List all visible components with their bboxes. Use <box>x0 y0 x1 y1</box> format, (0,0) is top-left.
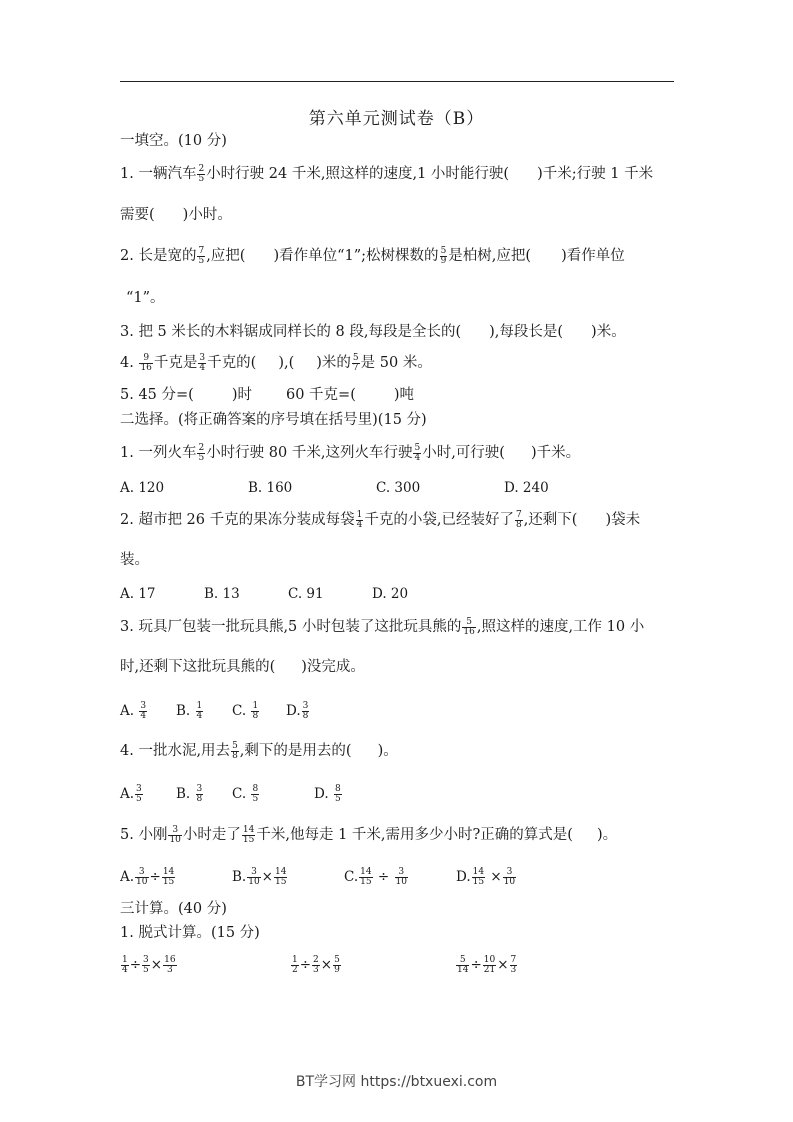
section2-heading: 二选择。(将正确答案的序号填在括号里)(15 分) <box>120 412 427 428</box>
s1-q3: 3. 把 5 米长的木料锯成同样长的 8 段,每段是全长的( ),每段长是( )米。 <box>120 324 626 340</box>
s2-q3-line2: 时,还剩下这批玩具熊的( )没完成。 <box>120 659 365 675</box>
s2-q2-line2: 装。 <box>120 552 149 568</box>
fraction: $\frac{1}{4}$ <box>196 701 203 721</box>
fraction: $\frac{14}{15}$ <box>472 867 485 886</box>
s2-q1-option-c: C. 300 <box>376 480 421 496</box>
fraction: $\frac{7}{5}$ <box>198 245 205 266</box>
fraction: $\frac{14}{15}$ <box>274 867 287 886</box>
page-title: 第六单元测试卷（B） <box>308 109 485 129</box>
top-rule <box>120 81 674 82</box>
footer-watermark: BT学习网 https://btxuexi.com <box>295 1074 498 1090</box>
fraction: $\frac{8}{5}$ <box>252 784 259 804</box>
fraction: $\frac{14}{15}$ <box>162 867 175 886</box>
s2-q4-option-b: B. $\frac{3}{8}$ <box>176 784 203 804</box>
s2-q5-option-c: C. $\frac{14}{15}$ ÷ $\frac{3}{10}$ <box>344 867 407 886</box>
s2-q4-option-c: C. $\frac{8}{5}$ <box>232 784 259 804</box>
fraction: $\frac{3}{8}$ <box>196 784 203 804</box>
s2-q3-option-b: B. $\frac{1}{4}$ <box>176 701 203 721</box>
s2-q4: 4. 一批水泥,用去 $\frac{5}{8}$ ,剩下的是用去的( )。 <box>120 740 398 761</box>
fraction: $\frac{16}{3}$ <box>164 955 176 975</box>
s2-q3-option-c: C. $\frac{1}{8}$ <box>232 701 259 721</box>
section1-heading: 一填空。(10 分) <box>120 133 227 149</box>
s1-q4: 4. $\frac{9}{16}$ 千克是 $\frac{3}{4}$ 千克的( ),( )米的 $\frac{5}{7}$ 是 50 米。 <box>120 352 432 373</box>
s1-q5: 5. 45 分=( )时 60 千克=( )吨 <box>120 387 415 403</box>
fraction: $\frac{3}{5}$ <box>136 784 142 804</box>
fraction: $\frac{7}{3}$ <box>510 955 517 975</box>
fraction: $\frac{3}{10}$ <box>136 867 148 886</box>
s2-q2-option-d: D. 20 <box>372 586 409 602</box>
fraction: $\frac{5}{9}$ <box>334 955 340 975</box>
s2-q5: 5. 小刚 $\frac{3}{10}$ 小时走了 $\frac{14}{15}$ 千米,他每走 1 千米,需用多少小时?正确的算式是( )。 <box>120 824 618 845</box>
fraction: $\frac{5}{14}$ <box>457 955 469 975</box>
fraction: $\frac{5}{4}$ <box>414 442 421 463</box>
s2-q2-option-b: B. 13 <box>204 586 240 602</box>
fraction: $\frac{5}{7}$ <box>352 352 359 373</box>
s2-q2-line1: 2. 超市把 26 千克的果冻分装成每袋 $\frac{1}{4}$ 千克的小袋,已经装好了 $\frac{7}{8}$ ,还剩下( )袋未 <box>120 509 641 530</box>
fraction: $\frac{1}{8}$ <box>252 701 259 721</box>
fraction: $\frac{1}{2}$ <box>292 955 298 975</box>
fraction: $\frac{3}{10}$ <box>395 867 407 886</box>
s1-q2-line2: “1”。 <box>126 290 165 306</box>
fraction: $\frac{8}{5}$ <box>334 784 341 804</box>
fraction: $\frac{1}{4}$ <box>356 509 363 530</box>
s2-q4-option-a: A. $\frac{3}{5}$ <box>120 784 142 804</box>
s2-q1-option-b: B. 160 <box>248 480 293 496</box>
s2-q5-option-b: B. $\frac{3}{10}$ × $\frac{14}{15}$ <box>232 867 287 886</box>
calc-expression-3: $\frac{5}{14}$ ÷ $\frac{10}{21}$ × $\frac{7}{3}$ <box>457 955 517 975</box>
s2-q1-option-d: D. 240 <box>504 480 549 496</box>
s2-q5-option-d: D. $\frac{14}{15}$ × $\frac{3}{10}$ <box>456 867 516 886</box>
s1-q1-line2: 需要( )小时。 <box>120 207 232 223</box>
fraction: $\frac{3}{5}$ <box>143 955 149 975</box>
section3-subheading: 1. 脱式计算。(15 分) <box>120 925 260 941</box>
s2-q3-line1: 3. 玩具厂包装一批玩具熊,5 小时包装了这批玩具熊的 $\frac{5}{16}$ ,照这样的速度,工作 10 小 <box>120 616 645 637</box>
fraction: $\frac{9}{16}$ <box>140 352 152 373</box>
s2-q2-option-a: A. 17 <box>120 586 156 602</box>
s2-q1-option-a: A. 120 <box>120 480 165 496</box>
fraction: $\frac{3}{10}$ <box>503 867 516 886</box>
calc-expression-2: $\frac{1}{2}$ ÷ $\frac{2}{3}$ × $\frac{5}{9}$ <box>292 955 340 975</box>
fraction: $\frac{3}{10}$ <box>248 867 260 886</box>
fraction: $\frac{3}{4}$ <box>140 701 147 721</box>
fraction: $\frac{3}{10}$ <box>169 824 181 845</box>
s2-q3-option-a: A. $\frac{3}{4}$ <box>120 701 147 721</box>
fraction: $\frac{2}{5}$ <box>198 163 205 184</box>
s2-q1: 1. 一列火车 $\frac{2}{5}$ 小时行驶 80 千米,这列火车行驶 $\frac{5}{4}$ 小时,可行驶( )千米。 <box>120 442 581 463</box>
calc-expression-1: $\frac{1}{4}$ ÷ $\frac{3}{5}$ × $\frac{16}{3}$ <box>122 955 176 975</box>
fraction: $\frac{2}{5}$ <box>198 442 205 463</box>
s2-q2-option-c: C. 91 <box>288 586 324 602</box>
s2-q3-option-d: D. $\frac{3}{8}$ <box>286 701 309 721</box>
fraction: $\frac{14}{15}$ <box>242 824 255 845</box>
section3-heading: 三计算。(40 分) <box>120 901 227 917</box>
fraction: $\frac{5}{8}$ <box>232 740 238 761</box>
fraction: $\frac{5}{16}$ <box>463 616 475 637</box>
s1-q2-line1: 2. 长是宽的 $\frac{7}{5}$ ,应把( )看作单位“1”;松树棵数的 $\frac{5}{9}$ 是柏树,应把( )看作单位 <box>120 245 625 266</box>
fraction: $\frac{5}{9}$ <box>440 245 447 266</box>
fraction: $\frac{14}{15}$ <box>360 867 372 886</box>
fraction: $\frac{2}{3}$ <box>313 955 319 975</box>
fraction: $\frac{10}{21}$ <box>483 955 496 975</box>
s1-q1-line1: 1. 一辆汽车 $\frac{2}{5}$ 小时行驶 24 千米,照这样的速度,1 小时能行驶( )千米;行驶 1 千米 <box>120 163 654 184</box>
fraction: $\frac{3}{4}$ <box>199 352 206 373</box>
fraction: $\frac{3}{8}$ <box>302 701 309 721</box>
fraction: $\frac{1}{4}$ <box>122 955 128 975</box>
fraction: $\frac{7}{8}$ <box>515 509 522 530</box>
s2-q4-option-d: D. $\frac{8}{5}$ <box>314 784 341 804</box>
s2-q5-option-a: A. $\frac{3}{10}$ ÷ $\frac{14}{15}$ <box>120 867 175 886</box>
